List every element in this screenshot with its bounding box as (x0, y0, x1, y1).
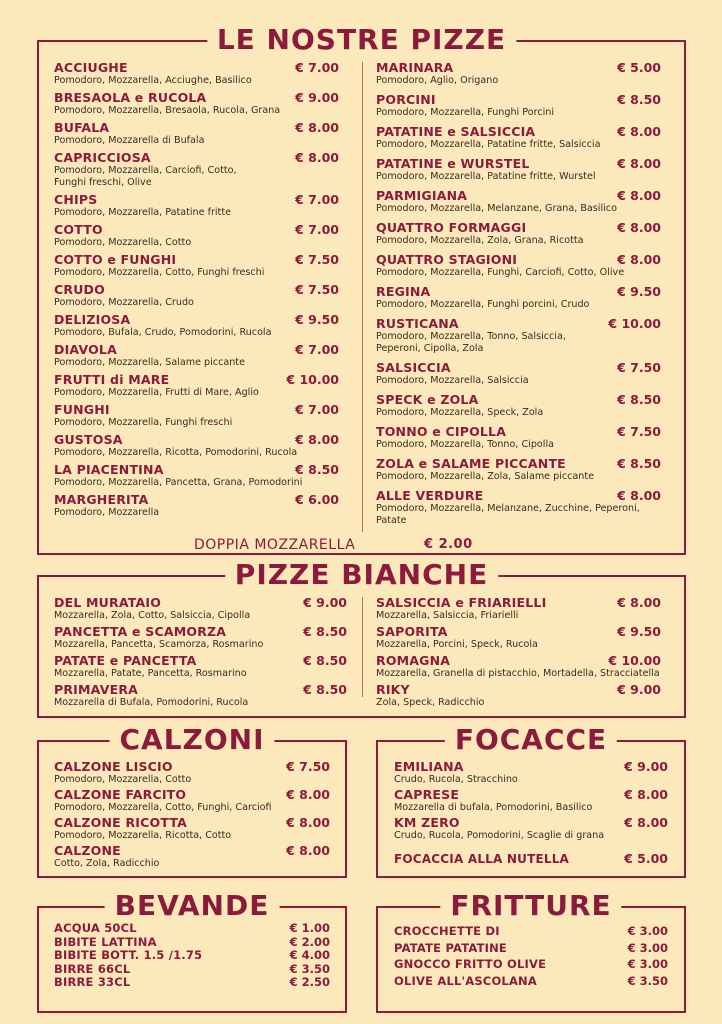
menu-item (54, 653, 347, 682)
item-description: Pomodoro, Mozzarella, Patatine fritte, Salsiccia (376, 139, 601, 150)
item-name: DELIZIOSA (54, 312, 131, 327)
item-price: € 9.00 (624, 759, 668, 774)
item-name: RUSTICANA (376, 316, 459, 331)
menu-item-header (54, 252, 339, 267)
item-description: Pomodoro, Mozzarella, Cotto, Funghi, Carciofi (54, 802, 272, 813)
menu-item-header (394, 759, 668, 774)
menu-item (54, 342, 339, 372)
item-price: € 9.50 (617, 624, 661, 639)
menu-item (376, 624, 661, 653)
menu-item-header (376, 188, 661, 203)
item-description: Pomodoro, Mozzarella, Carciofi, Cotto, Funghi freschi, Olive (54, 165, 237, 188)
menu-item (376, 595, 661, 624)
item-name: FOCACCIA ALLA NUTELLA (394, 852, 570, 866)
item-description: Pomodoro, Mozzarella, Salsiccia (376, 375, 529, 386)
item-name: DEL MURATAIO (54, 595, 162, 610)
item-name: ZOLA e SALAME PICCANTE (376, 456, 566, 471)
item-description: Mozzarella, Porcini, Speck, Rucola (376, 639, 538, 650)
item-price: € 7.00 (295, 222, 339, 237)
item-price: € 1.00 (289, 921, 330, 935)
item-price: € 3.00 (627, 940, 668, 955)
menu-item (54, 963, 330, 977)
item-description: Pomodoro, Aglio, Origano (376, 75, 499, 86)
menu-item (54, 120, 339, 150)
menu-item (376, 682, 661, 711)
menu-item (394, 759, 668, 787)
item-price: € 8.50 (617, 92, 661, 107)
menu-item (54, 432, 339, 462)
menu-item (54, 372, 339, 402)
pizze-right-column (376, 60, 661, 532)
menu-item (394, 942, 668, 959)
item-price: € 7.50 (295, 282, 339, 297)
doppia-mozzarella-price: € 2.00 (424, 537, 473, 552)
menu-item (54, 462, 339, 492)
menu-item-header (54, 150, 339, 165)
menu-item (376, 488, 661, 532)
item-description: Mozzarella, Salsiccia, Friarielli (376, 610, 519, 621)
item-price: € 8.50 (303, 624, 347, 639)
menu-item (394, 787, 668, 815)
item-name: PATATINE e SALSICCIA (376, 124, 536, 139)
item-description: Pomodoro, Mozzarella, Patatine fritte, Wurstel (376, 171, 596, 182)
item-price: € 8.00 (617, 156, 661, 171)
menu-item-header (54, 787, 330, 802)
menu-item (54, 759, 330, 787)
section-pizze (37, 23, 686, 555)
item-price: € 8.50 (295, 462, 339, 477)
menu-item (376, 424, 661, 456)
menu-item (54, 787, 330, 815)
item-price: € 6.00 (295, 492, 339, 507)
focacce-list (394, 759, 668, 868)
item-description: Pomodoro, Mozzarella, Pancetta, Grana, Pomodorini (54, 477, 303, 488)
menu-item-header (54, 60, 339, 75)
menu-item-header (54, 372, 339, 387)
item-price: € 2.00 (289, 934, 330, 949)
menu-item-header (54, 595, 347, 610)
item-description: Pomodoro, Mozzarella di Bufala (54, 135, 205, 146)
item-name: PORCINI (376, 92, 436, 107)
item-description: Pomodoro, Mozzarella, Bresaola, Rucola, Grana (54, 105, 281, 116)
menu-item (376, 392, 661, 424)
menu-item-header (376, 595, 661, 610)
item-description: Pomodoro, Mozzarella, Tonno, Salsiccia, Peperoni, Cipolla, Zola (376, 331, 566, 354)
item-price: € 10.00 (286, 372, 339, 387)
item-description: Crudo, Rucola, Stracchino (394, 774, 518, 785)
item-name: SALSICCIA e FRIARIELLI (376, 595, 547, 610)
item-name: PARMIGIANA (376, 188, 468, 203)
item-description: Pomodoro, Mozzarella, Crudo (54, 297, 194, 308)
menu-item-header (54, 624, 347, 639)
item-price: € 7.00 (295, 402, 339, 417)
menu-item (54, 922, 330, 936)
item-name: CHIPS (54, 192, 98, 207)
item-price: € 5.00 (624, 851, 668, 866)
item-description: Pomodoro, Mozzarella, Funghi porcini, Crudo (376, 299, 590, 310)
menu-item-header (54, 682, 347, 697)
item-name: PATATE e PANCETTA (54, 653, 197, 668)
menu-item-header (376, 316, 661, 331)
item-price: € 3.50 (289, 961, 330, 976)
menu-item-header (54, 843, 330, 858)
menu-item (54, 492, 339, 522)
menu-item (376, 653, 661, 682)
item-name: CRUDO (54, 282, 105, 297)
item-name: ROMAGNA (376, 653, 451, 668)
section-title: FRITTURE (440, 889, 621, 923)
item-name: GUSTOSA (54, 432, 123, 447)
item-description: Pomodoro, Mozzarella, Cotto (54, 774, 192, 785)
item-name: BIRRE 33CL (54, 975, 131, 989)
item-price: € 8.00 (286, 843, 330, 858)
menu-item-header (376, 424, 661, 439)
menu-item-header (54, 432, 339, 447)
item-price: € 10.00 (608, 316, 661, 331)
item-price: € 7.00 (295, 192, 339, 207)
bianche-right-column (376, 595, 661, 711)
item-description: Pomodoro, Bufala, Crudo, Pomodorini, Rucola (54, 327, 272, 338)
item-name: PRIMAVERA (54, 682, 139, 697)
calzoni-list (54, 759, 330, 871)
menu-item (394, 815, 668, 843)
menu-item-header (54, 282, 339, 297)
item-name: PATATINE e WURSTEL (376, 156, 530, 171)
item-price: € 9.00 (295, 90, 339, 105)
item-description: Cotto, Zola, Radicchio (54, 858, 160, 869)
item-price: € 7.00 (295, 60, 339, 75)
item-name: KM ZERO (394, 815, 460, 830)
doppia-mozzarella-label: DOPPIA MOZZARELLA (194, 537, 356, 553)
menu-item-header (54, 976, 330, 990)
menu-item-header (376, 682, 661, 697)
menu-item (54, 90, 339, 120)
menu-item-header (54, 90, 339, 105)
menu-item (54, 222, 339, 252)
item-name: CALZONE (54, 843, 121, 858)
item-price: € 3.50 (627, 973, 668, 988)
menu-item-header (54, 462, 339, 477)
section-title: PIZZE BIANCHE (225, 558, 498, 592)
item-description: Pomodoro, Mozzarella, Cotto, Funghi freschi (54, 267, 265, 278)
menu-item (376, 316, 661, 360)
menu-item (54, 815, 330, 843)
menu-item (394, 843, 668, 868)
column-divider (362, 597, 363, 697)
item-name: ACQUA 50CL (54, 921, 137, 935)
item-name: CALZONE FARCITO (54, 787, 187, 802)
item-name: CALZONE RICOTTA (54, 815, 187, 830)
menu-item (54, 312, 339, 342)
item-name: EMILIANA (394, 759, 464, 774)
item-price: € 8.00 (295, 150, 339, 165)
menu-item-header (54, 192, 339, 207)
item-description: Pomodoro, Mozzarella, Cotto (54, 237, 192, 248)
section-calzoni (37, 723, 347, 878)
item-name: BIBITE LATTINA (54, 934, 157, 949)
item-name: SAPORITA (376, 624, 448, 639)
menu-item-header (54, 342, 339, 357)
menu-item (376, 188, 661, 220)
item-price: € 8.50 (303, 653, 347, 668)
item-price: € 10.00 (608, 653, 661, 668)
item-price: € 3.00 (627, 924, 668, 938)
item-name: COTTO (54, 222, 103, 237)
item-price: € 8.50 (617, 456, 661, 471)
menu-item (54, 976, 330, 990)
item-price: € 4.00 (289, 948, 330, 962)
menu-item (376, 220, 661, 252)
item-name: COTTO e FUNGHI (54, 252, 177, 267)
item-name: CAPRESE (394, 787, 460, 802)
item-price: € 8.00 (286, 787, 330, 802)
item-price: € 8.50 (617, 392, 661, 407)
menu-item-header (376, 252, 661, 267)
item-description: Pomodoro, Mozzarella, Melanzane, Grana, Basilico (376, 203, 617, 214)
bianche-left-column (54, 595, 347, 711)
item-name: MARGHERITA (54, 492, 149, 507)
section-focacce (376, 723, 686, 878)
item-description: Pomodoro, Mozzarella, Speck, Zola (376, 407, 544, 418)
item-description: Crudo, Rucola, Pomodorini, Scaglie di grana (394, 830, 605, 841)
item-price: € 8.00 (617, 188, 661, 203)
menu-item (54, 595, 347, 624)
item-price: € 3.00 (627, 957, 668, 971)
item-description: Mozzarella, Pancetta, Scamorza, Rosmarino (54, 639, 264, 650)
menu-item (54, 252, 339, 282)
menu-item-header (376, 60, 661, 75)
menu-item (54, 192, 339, 222)
menu-item-header (394, 815, 668, 830)
item-name: CALZONE LISCIO (54, 759, 173, 774)
item-price: € 9.50 (295, 312, 339, 327)
item-name: LA PIACENTINA (54, 462, 164, 477)
item-price: € 7.50 (617, 360, 661, 375)
item-name: SPECK e ZOLA (376, 392, 479, 407)
item-description: Pomodoro, Mozzarella, Tonno, Cipolla (376, 439, 554, 450)
item-name: BRESAOLA e RUCOLA (54, 90, 207, 105)
section-title: FOCACCE (445, 723, 617, 757)
fritture-list (394, 925, 668, 991)
menu-item-header (376, 456, 661, 471)
menu-item (54, 682, 347, 711)
item-price: € 8.00 (617, 252, 661, 267)
item-description: Mozzarella, Patate, Pancetta, Rosmarino (54, 668, 247, 679)
menu-item-header (54, 312, 339, 327)
item-description: Pomodoro, Mozzarella, Funghi freschi (54, 417, 233, 428)
item-name: FUNGHI (54, 402, 110, 417)
section-title: LE NOSTRE PIZZE (207, 23, 516, 57)
menu-item (54, 60, 339, 90)
menu-item (376, 124, 661, 156)
item-price: € 8.50 (303, 682, 347, 697)
menu-item-header (54, 949, 330, 963)
item-name: CAPRICCIOSA (54, 150, 151, 165)
menu-item-header (394, 975, 668, 989)
item-description: Mozzarella, Granella di pistacchio, Mortadella, Stracciatella (376, 668, 660, 679)
menu-item-header (376, 653, 661, 668)
item-description: Pomodoro, Mozzarella, Ricotta, Pomodorini, Rucola (54, 447, 298, 458)
item-description: Pomodoro, Mozzarella, Frutti di Mare, Aglio (54, 387, 259, 398)
menu-item-header (54, 759, 330, 774)
item-price: € 8.00 (624, 815, 668, 830)
item-description: Pomodoro, Mozzarella, Funghi Porcini (376, 107, 555, 118)
menu-item (54, 282, 339, 312)
item-price: € 7.50 (295, 252, 339, 267)
menu-item-header (376, 284, 661, 299)
menu-item-header (394, 851, 668, 867)
item-description: Pomodoro, Mozzarella (54, 507, 160, 518)
menu-item-header (394, 787, 668, 802)
menu-item-header (54, 402, 339, 417)
menu-item-header (54, 120, 339, 135)
item-description: Pomodoro, Mozzarella, Acciughe, Basilico (54, 75, 252, 86)
pizze-left-column (54, 60, 339, 522)
menu-item-header (394, 958, 668, 972)
menu-item (54, 402, 339, 432)
item-price: € 9.50 (617, 284, 661, 299)
item-name: ACCIUGHE (54, 60, 128, 75)
item-name: OLIVE ALL'ASCOLANA (394, 973, 537, 988)
item-price: € 7.00 (295, 342, 339, 357)
menu-item-header (376, 360, 661, 375)
item-name: BUFALA (54, 120, 110, 135)
item-description: Zola, Speck, Radicchio (376, 697, 485, 708)
menu-item-header (376, 220, 661, 235)
item-price: € 8.00 (624, 787, 668, 802)
menu-item (54, 949, 330, 963)
menu-item-header (394, 942, 668, 956)
item-price: € 8.00 (617, 220, 661, 235)
menu-item-header (54, 815, 330, 830)
item-price: € 7.50 (617, 424, 661, 439)
item-name: SALSICCIA (376, 360, 451, 375)
item-price: € 8.00 (617, 488, 661, 503)
section-pizze-bianche (37, 558, 686, 718)
item-name: REGINA (376, 284, 431, 299)
menu-item (54, 624, 347, 653)
item-description: Pomodoro, Mozzarella, Ricotta, Cotto (54, 830, 232, 841)
menu-item (376, 92, 661, 124)
column-divider (362, 62, 363, 532)
menu-item-header (376, 156, 661, 171)
item-name: RIKY (376, 682, 410, 697)
item-price: € 7.50 (286, 759, 330, 774)
menu-item-header (376, 488, 661, 503)
menu-item-header (54, 492, 339, 507)
item-name: BIBITE BOTT. 1.5 /1.75 (54, 948, 203, 962)
menu-item-header (54, 963, 330, 977)
item-name: PANCETTA e SCAMORZA (54, 624, 227, 639)
menu-item-header (54, 222, 339, 237)
menu-item (376, 360, 661, 392)
item-name: TONNO e CIPOLLA (376, 424, 507, 439)
menu-item-header (376, 624, 661, 639)
item-name: CROCCHETTE DI (394, 924, 500, 938)
item-price: € 8.00 (617, 595, 661, 610)
menu-item-header (394, 925, 668, 939)
item-price: € 5.00 (617, 60, 661, 75)
item-price: € 8.00 (617, 124, 661, 139)
section-title: BEVANDE (105, 889, 280, 923)
item-price: € 2.50 (289, 975, 330, 989)
item-price: € 8.00 (295, 432, 339, 447)
item-description: Pomodoro, Mozzarella, Salame piccante (54, 357, 245, 368)
item-price: € 8.00 (295, 120, 339, 135)
section-title: CALZONI (109, 723, 274, 757)
menu-item-header (376, 124, 661, 139)
menu-item (376, 252, 661, 284)
menu-item (54, 150, 339, 192)
item-name: GNOCCO FRITTO OLIVE (394, 957, 547, 971)
item-name: MARINARA (376, 60, 454, 75)
item-price: € 8.00 (286, 815, 330, 830)
menu-item-header (54, 936, 330, 950)
section-fritture (376, 889, 686, 1013)
menu-item (376, 156, 661, 188)
item-description: Pomodoro, Mozzarella, Zola, Salame piccante (376, 471, 595, 482)
section-bevande (37, 889, 347, 1013)
menu-item (394, 925, 668, 942)
item-price: € 9.00 (303, 595, 347, 610)
bevande-list (54, 922, 330, 990)
menu-item (376, 60, 661, 92)
item-name: PATATE PATATINE (394, 940, 507, 955)
menu-item (394, 958, 668, 975)
item-description: Mozzarella, Zola, Cotto, Salsiccia, Cipolla (54, 610, 251, 621)
menu-item-header (54, 653, 347, 668)
menu-item-header (376, 92, 661, 107)
menu-item (54, 936, 330, 950)
item-description: Mozzarella di bufala, Pomodorini, Basilico (394, 802, 593, 813)
item-name: FRUTTI di MARE (54, 372, 170, 387)
item-name: QUATTRO STAGIONI (376, 252, 518, 267)
menu-item-header (376, 392, 661, 407)
item-name: DIAVOLA (54, 342, 117, 357)
menu-item (394, 975, 668, 992)
item-description: Pomodoro, Mozzarella, Melanzane, Zucchine, Peperoni, Patate (376, 503, 640, 526)
item-name: QUATTRO FORMAGGI (376, 220, 527, 235)
menu-item (54, 843, 330, 871)
menu-item (376, 456, 661, 488)
menu-item-header (54, 922, 330, 936)
item-price: € 9.00 (617, 682, 661, 697)
item-description: Pomodoro, Mozzarella, Funghi, Carciofi, Cotto, Olive (376, 267, 625, 278)
item-name: ALLE VERDURE (376, 488, 484, 503)
item-description: Pomodoro, Mozzarella, Zola, Grana, Ricotta (376, 235, 584, 246)
item-name: BIRRE 66CL (54, 961, 131, 976)
menu-item (376, 284, 661, 316)
item-description: Mozzarella di Bufala, Pomodorini, Rucola (54, 697, 249, 708)
item-description: Pomodoro, Mozzarella, Patatine fritte (54, 207, 231, 218)
